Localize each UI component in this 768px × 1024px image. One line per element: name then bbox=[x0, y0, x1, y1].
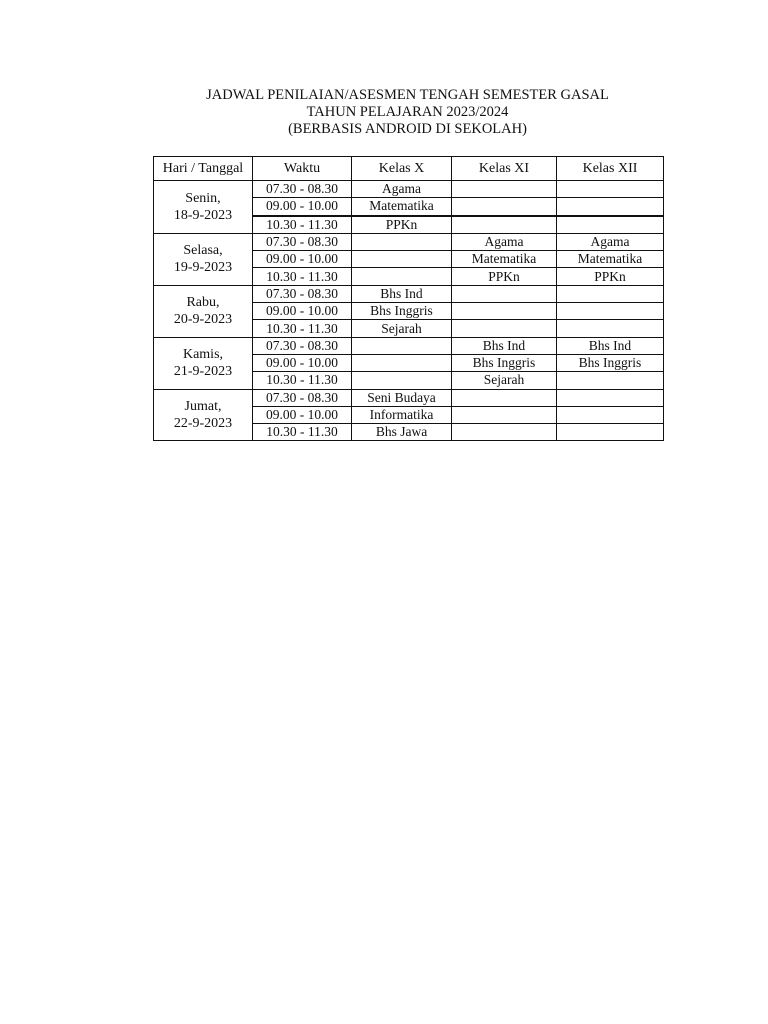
day-name: Senin, bbox=[185, 190, 221, 206]
class-xi-cell: Agama bbox=[452, 233, 557, 250]
heading-subtitle: (BERBASIS ANDROID DI SEKOLAH) bbox=[288, 121, 527, 137]
day-date: 21-9-2023 bbox=[173, 364, 233, 380]
day-cell bbox=[154, 181, 253, 234]
class-x-cell: Bhs Inggris bbox=[352, 303, 452, 320]
day-cell bbox=[154, 337, 253, 389]
class-xii-cell: Agama bbox=[557, 233, 664, 250]
time-cell: 10.30 - 11.30 bbox=[253, 424, 352, 441]
day-cell bbox=[154, 285, 253, 337]
class-x-cell bbox=[352, 354, 452, 371]
class-xi-cell bbox=[452, 181, 557, 198]
time-cell: 07.30 - 08.30 bbox=[253, 285, 352, 302]
class-xi-cell bbox=[452, 285, 557, 302]
time-cell: 09.00 - 10.00 bbox=[253, 354, 352, 371]
time-cell: 09.00 - 10.00 bbox=[253, 198, 352, 216]
class-x-cell: Matematika bbox=[352, 198, 452, 216]
time-cell: 07.30 - 08.30 bbox=[253, 389, 352, 406]
class-x-cell bbox=[352, 233, 452, 250]
class-xi-cell bbox=[452, 198, 557, 216]
day-name: Kamis, bbox=[182, 347, 224, 363]
class-xi-cell: Bhs Ind bbox=[452, 337, 557, 354]
column-header-class-xii: Kelas XII bbox=[557, 157, 664, 181]
class-x-cell: Informatika bbox=[352, 406, 452, 423]
class-xii-cell bbox=[557, 320, 664, 337]
class-xi-cell bbox=[452, 216, 557, 234]
time-cell: 09.00 - 10.00 bbox=[253, 303, 352, 320]
class-xii-cell bbox=[557, 181, 664, 198]
class-x-cell bbox=[352, 337, 452, 354]
class-xi-cell: Matematika bbox=[452, 251, 557, 268]
time-cell: 10.30 - 11.30 bbox=[253, 320, 352, 337]
class-xi-cell bbox=[452, 424, 557, 441]
day-name: Jumat, bbox=[184, 399, 222, 414]
day-cell bbox=[154, 389, 253, 441]
class-x-cell: Bhs Jawa bbox=[352, 424, 452, 441]
class-xii-cell: Matematika bbox=[557, 251, 664, 268]
class-xi-cell: Sejarah bbox=[452, 372, 557, 389]
time-cell: 07.30 - 08.30 bbox=[253, 233, 352, 250]
table-row bbox=[154, 181, 664, 198]
class-xi-cell bbox=[452, 320, 557, 337]
class-x-cell bbox=[352, 251, 452, 268]
class-x-cell: Agama bbox=[352, 181, 452, 198]
day-name: Selasa, bbox=[183, 243, 223, 259]
class-x-cell: Sejarah bbox=[352, 320, 452, 337]
heading-title: JADWAL PENILAIAN/ASESMEN TENGAH SEMESTER GASAL bbox=[206, 87, 609, 103]
class-xii-cell bbox=[557, 198, 664, 216]
time-cell: 09.00 - 10.00 bbox=[253, 251, 352, 268]
time-cell: 07.30 - 08.30 bbox=[253, 181, 352, 198]
class-xii-cell: Bhs Inggris bbox=[557, 354, 664, 371]
table-body bbox=[154, 181, 664, 441]
day-name: Rabu, bbox=[186, 295, 220, 311]
table-row bbox=[154, 233, 664, 250]
class-x-cell: Bhs Ind bbox=[352, 285, 452, 302]
column-header-class-xi: Kelas XI bbox=[452, 157, 557, 181]
class-xii-cell bbox=[557, 303, 664, 320]
class-xii-cell: PPKn bbox=[557, 268, 664, 285]
column-header-day: Hari / Tanggal bbox=[154, 157, 253, 181]
class-xii-cell bbox=[557, 372, 664, 389]
class-xii-cell bbox=[557, 424, 664, 441]
class-xi-cell: PPKn bbox=[452, 268, 557, 285]
column-header-time: Waktu bbox=[253, 157, 352, 181]
day-date: 22-9-2023 bbox=[173, 416, 233, 431]
class-xi-cell bbox=[452, 303, 557, 320]
time-cell: 10.30 - 11.30 bbox=[253, 216, 352, 234]
time-cell: 10.30 - 11.30 bbox=[253, 372, 352, 389]
day-date: 18-9-2023 bbox=[173, 207, 233, 223]
class-x-cell bbox=[352, 268, 452, 285]
class-xii-cell bbox=[557, 285, 664, 302]
heading-academic-year: TAHUN PELAJARAN 2023/2024 bbox=[306, 104, 509, 120]
class-xii-cell: Bhs Ind bbox=[557, 337, 664, 354]
column-header-class-x: Kelas X bbox=[352, 157, 452, 181]
document-heading bbox=[0, 87, 768, 138]
exam-schedule-table bbox=[153, 156, 664, 441]
class-xii-cell bbox=[557, 389, 664, 406]
class-x-cell bbox=[352, 372, 452, 389]
time-cell: 09.00 - 10.00 bbox=[253, 406, 352, 423]
table-row bbox=[154, 389, 664, 406]
day-cell bbox=[154, 233, 253, 285]
class-xi-cell bbox=[452, 406, 557, 423]
table-row bbox=[154, 285, 664, 302]
table-row bbox=[154, 337, 664, 354]
class-xii-cell bbox=[557, 216, 664, 234]
time-cell: 07.30 - 08.30 bbox=[253, 337, 352, 354]
table-header-row bbox=[154, 157, 664, 181]
time-cell: 10.30 - 11.30 bbox=[253, 268, 352, 285]
day-date: 20-9-2023 bbox=[173, 312, 233, 328]
class-xii-cell bbox=[557, 406, 664, 423]
class-xi-cell bbox=[452, 389, 557, 406]
day-date: 19-9-2023 bbox=[173, 260, 233, 276]
class-xi-cell: Bhs Inggris bbox=[452, 354, 557, 371]
class-x-cell: Seni Budaya bbox=[352, 389, 452, 406]
class-x-cell: PPKn bbox=[352, 216, 452, 234]
